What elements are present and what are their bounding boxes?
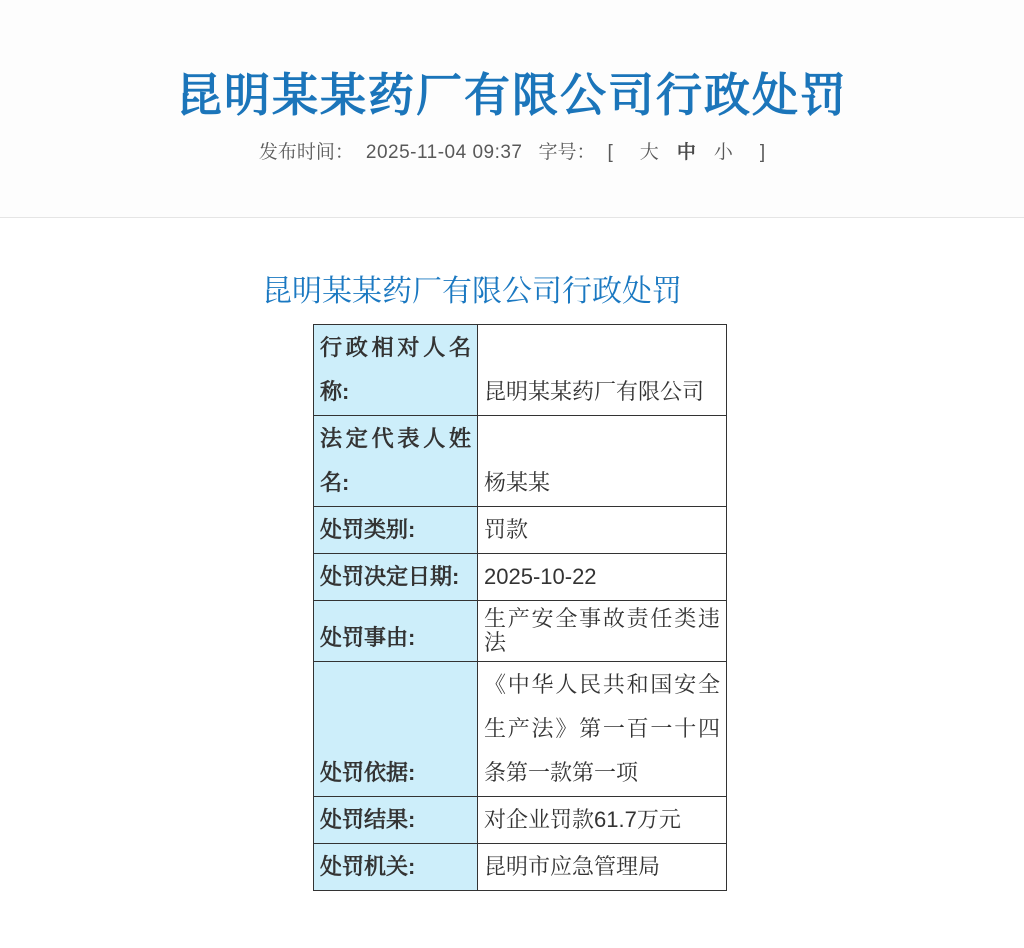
penalty-table — [313, 324, 727, 891]
penalty-field-value: 杨某某 — [478, 416, 727, 507]
penalty-field-label: 处罚决定日期: — [314, 554, 478, 601]
table-row — [314, 797, 727, 844]
penalty-field-value: 昆明市应急管理局 — [478, 844, 727, 891]
font-size-label: 字号： — [538, 142, 596, 164]
penalty-table-body — [314, 325, 727, 891]
font-size-large-button[interactable]: 大 — [639, 142, 659, 164]
table-row — [314, 554, 727, 601]
penalty-field-label: 处罚机关: — [314, 844, 478, 891]
penalty-field-label: 处罚类别: — [314, 507, 478, 554]
article-header — [0, 0, 1024, 218]
penalty-field-label: 行政相对人名称: — [314, 325, 478, 416]
table-row — [314, 507, 727, 554]
publish-time-label: 发布时间： — [258, 142, 354, 164]
article-meta — [0, 137, 1024, 164]
penalty-field-label: 处罚依据: — [314, 662, 478, 797]
penalty-field-label: 处罚事由: — [314, 601, 478, 662]
table-row — [314, 416, 727, 507]
publish-time-value: 2025-11-04 09:37 — [365, 142, 523, 164]
page-title: 昆明某某药厂有限公司行政处罚 — [176, 69, 848, 121]
font-size-bracket-open: [ — [607, 142, 613, 164]
table-row — [314, 325, 727, 416]
penalty-field-value: 昆明某某药厂有限公司 — [478, 325, 727, 416]
penalty-field-value: 2025-10-22 — [478, 554, 727, 601]
penalty-field-value: 对企业罚款61.7万元 — [478, 797, 727, 844]
article-body — [262, 272, 778, 891]
penalty-field-label: 法定代表人姓名: — [314, 416, 478, 507]
article-subtitle: 昆明某某药厂有限公司行政处罚 — [262, 275, 682, 308]
table-row — [314, 662, 727, 797]
table-row — [314, 601, 727, 662]
penalty-field-value: 生产安全事故责任类违法 — [478, 601, 727, 662]
penalty-field-label: 处罚结果: — [314, 797, 478, 844]
penalty-field-value: 罚款 — [478, 507, 727, 554]
table-row — [314, 844, 727, 891]
font-size-medium-button[interactable]: 中 — [676, 142, 696, 164]
font-size-small-button[interactable]: 小 — [713, 142, 733, 164]
font-size-bracket-close: ] — [759, 142, 766, 164]
penalty-field-value: 《中华人民共和国安全生产法》第一百一十四条第一款第一项 — [478, 662, 727, 797]
